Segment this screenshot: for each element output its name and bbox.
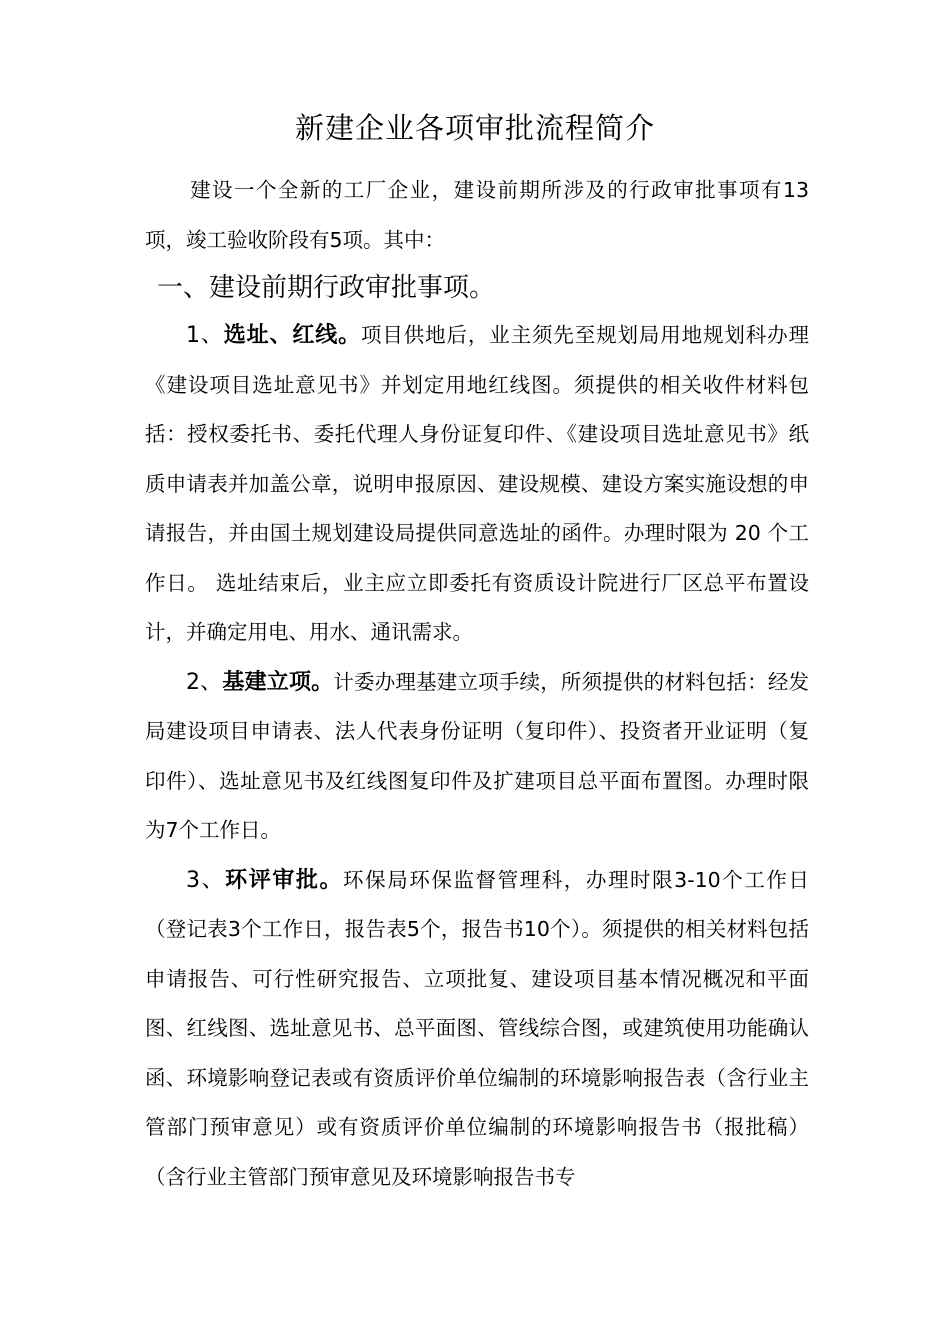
item-paragraph-2 [145,658,809,856]
item-title-3: 环评审批。 [225,867,344,893]
intro-paragraph: 建设一个全新的工厂企业，建设前期所涉及的行政审批事项有13项，竣工验收阶段有5项。其中： [145,178,809,252]
item-paragraph-1 [145,311,809,658]
section-heading: 一、建设前期行政审批事项。 [157,273,496,303]
item-paragraph-3 [145,856,809,1203]
item-body-3: 环保局环保监督管理科，办理时限3-10个工作日（登记表3个工作日，报告表5个，报告书10个）。须提供的相关材料包括申请报告、可行性研究报告、立项批复、建设项目基本情况概况和平面图、红线图、选址意见书、总平面图、管线综合图，或建筑使用功能确认函、环境影响登记表或有资质评价单位编制的环境影响报告表（含行业主管部门预审意见）或有资质评价单位编制的环境影响报告书（报批稿）（含行业主管部门预审意见及环境影响报告书专 [145,867,809,1189]
item-number-2: 2、 [186,669,223,695]
item-number-1: 1、 [186,323,224,348]
item-heading-1 [186,323,361,348]
item-body-1: 项目供地后，业主须先至规划局用地规划科办理《建设项目选址意见书》并划定用地红线图。须提供的相关收件材料包括：授权委托书、委托代理人身份证复印件、《建设项目选址意见书》纸质申请表并加盖公章，说明申报原因、建设规模、建设方案实施设想的申请报告，并由国土规划建设局提供同意选址的函件。办理时限为 20 个工作日。 选址结束后，业主应立即委托有资质设计院进行厂区总平布置设计，并确定用电、用水、通讯需求。 [145,323,809,644]
item-heading-3 [186,868,343,893]
item-number-3: 3、 [186,867,226,893]
item-body-2: 计委办理基建立项手续，所须提供的材料包括：经发局建设项目申请表、法人代表身份证明（复印件）、投资者开业证明（复印件）、选址意见书及红线图复印件及扩建项目总平面布置图。办理时限为7个工作日。 [145,669,810,842]
item-title-2: 基建立项。 [222,669,334,695]
item-heading-2 [186,670,333,695]
document-body [145,166,809,1202]
page-title: 新建企业各项审批流程简介 [294,111,655,145]
item-title-1: 选址、红线。 [223,323,361,348]
